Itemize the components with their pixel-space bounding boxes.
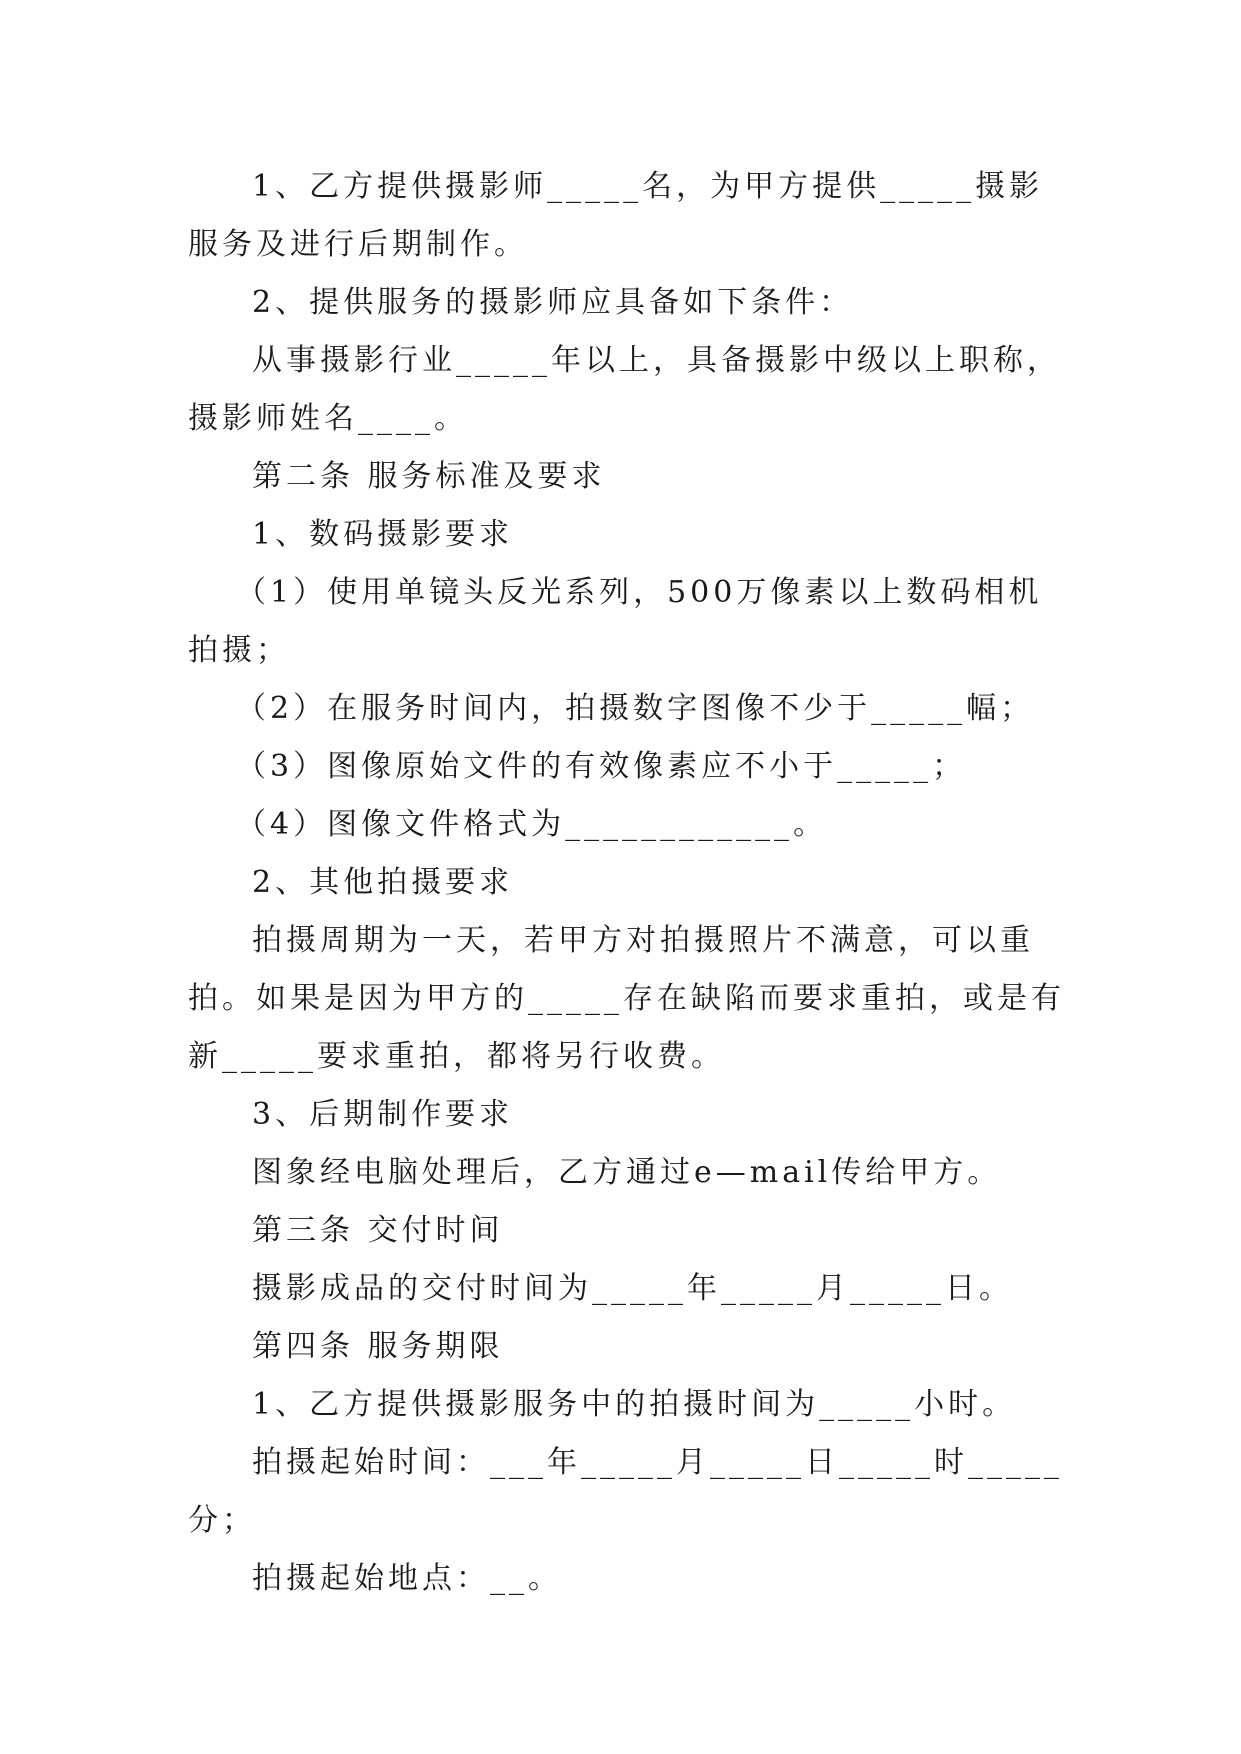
paragraph-photographer-count: 1、乙方提供摄影师_____名，为甲方提供_____摄影服务及进行后期制作。 xyxy=(188,169,1044,262)
paragraph-shooting-hours: 1、乙方提供摄影服务中的拍摄时间为_____小时。 xyxy=(252,1387,1017,1422)
section-heading-article-2: 第二条 服务标准及要求 xyxy=(252,459,606,494)
list-item-file-format: （4）图像文件格式为____________。 xyxy=(236,807,828,842)
paragraph-email-delivery: 图象经电脑处理后，乙方通过e—mail传给甲方。 xyxy=(252,1155,1002,1190)
paragraph-experience-requirement: 从事摄影行业_____年以上，具备摄影中级以上职称，摄影师姓名____。 xyxy=(188,343,1061,436)
section-heading-article-3: 第三条 交付时间 xyxy=(252,1213,504,1248)
subheading-post-production: 3、后期制作要求 xyxy=(252,1097,514,1132)
list-item-image-count: （2）在服务时间内，拍摄数字图像不少于_____幅； xyxy=(236,691,1035,726)
subheading-other-requirements: 2、其他拍摄要求 xyxy=(252,865,514,900)
list-item-camera: （1）使用单镜头反光系列，500万像素以上数码相机拍摄； xyxy=(188,575,1043,668)
paragraph-delivery-date: 摄影成品的交付时间为_____年_____月_____日。 xyxy=(252,1271,1013,1306)
paragraph-start-time: 拍摄起始时间：___年_____月_____日_____时_____分； xyxy=(188,1445,1063,1538)
section-heading-article-4: 第四条 服务期限 xyxy=(252,1329,504,1364)
paragraph-reshoot-policy: 拍摄周期为一天，若甲方对拍摄照片不满意，可以重拍。如果是因为甲方的_____存在缺陷而要求重拍，或是有新_____要求重拍，都将另行收费。 xyxy=(188,923,1065,1074)
paragraph-photographer-conditions: 2、提供服务的摄影师应具备如下条件： xyxy=(252,285,854,320)
paragraph-start-location: 拍摄起始地点：__。 xyxy=(252,1561,562,1596)
list-item-pixel-requirement: （3）图像原始文件的有效像素应不小于_____； xyxy=(236,749,967,784)
document-body xyxy=(188,158,1068,1608)
subheading-digital-photography: 1、数码摄影要求 xyxy=(252,517,514,552)
